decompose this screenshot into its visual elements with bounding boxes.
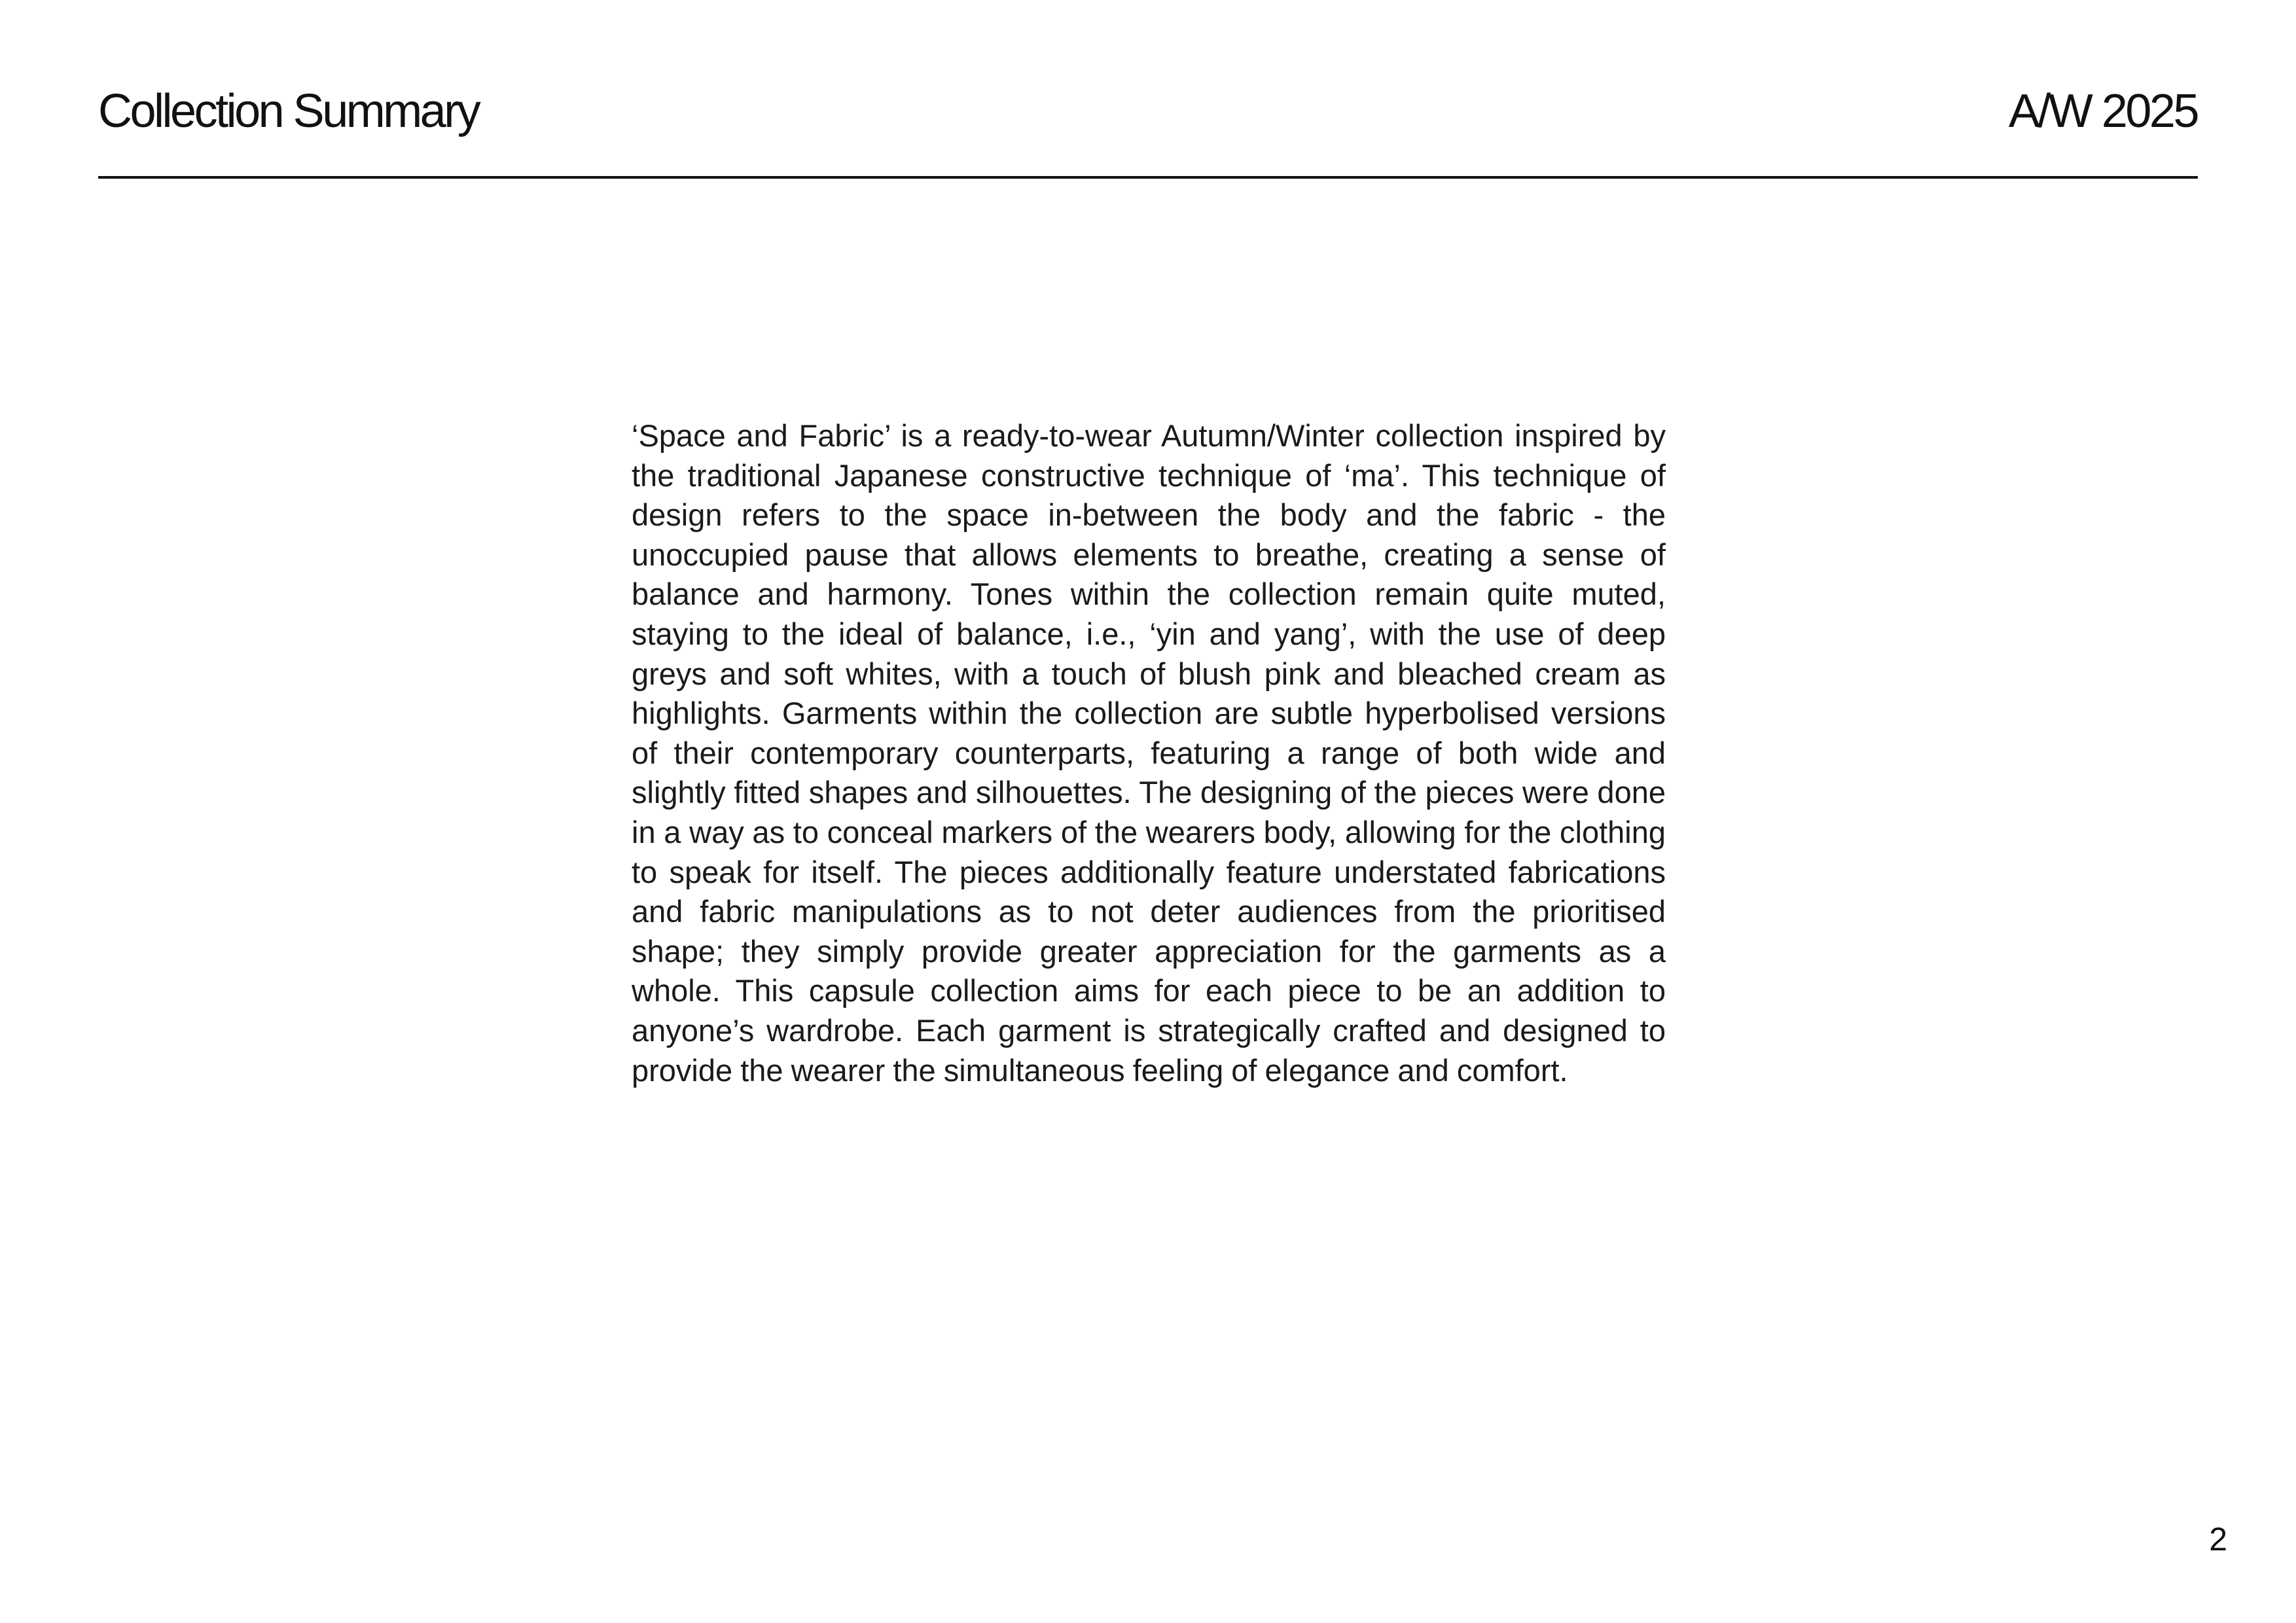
header-divider <box>98 176 2198 179</box>
page-title: Collection Summary <box>98 85 479 137</box>
page-number: 2 <box>2209 1521 2227 1558</box>
collection-summary-paragraph: ‘Space and Fabric’ is a ready-to-wear Autumn/Winter collection inspired by the traditional Japanese constructive technique of ‘ma’. This technique of design refers to the space in-between the body and the fabric - the unoccupied pause that allows elements to breathe, creating a sense of balance and harmony. Tones within the collection remain quite muted, staying to the ideal of balance, i.e., ‘yin and yang’, with the use of deep greys and soft whites, with a touch of blush pink and bleached cream as highlights. Garments within the collection are subtle hyperbolised versions of their contemporary counterparts, featuring a range of both wide and slightly fitted shapes and silhouettes. The designing of the pieces were done in a way as to conceal markers of the wearers body, allowing for the clothing to speak for itself. The pieces additionally feature understated fabrications and fabric manipulations as to not deter audiences from the prioritised shape; they simply provide greater appreciation for the garments as a whole. This capsule collection aims for each piece to be an addition to anyone’s wardrobe. Each garment is strategically crafted and designed to provide the wearer the simultaneous feeling of elegance and comfort. <box>632 418 1666 1088</box>
season-label: A/W 2025 <box>2008 85 2197 137</box>
